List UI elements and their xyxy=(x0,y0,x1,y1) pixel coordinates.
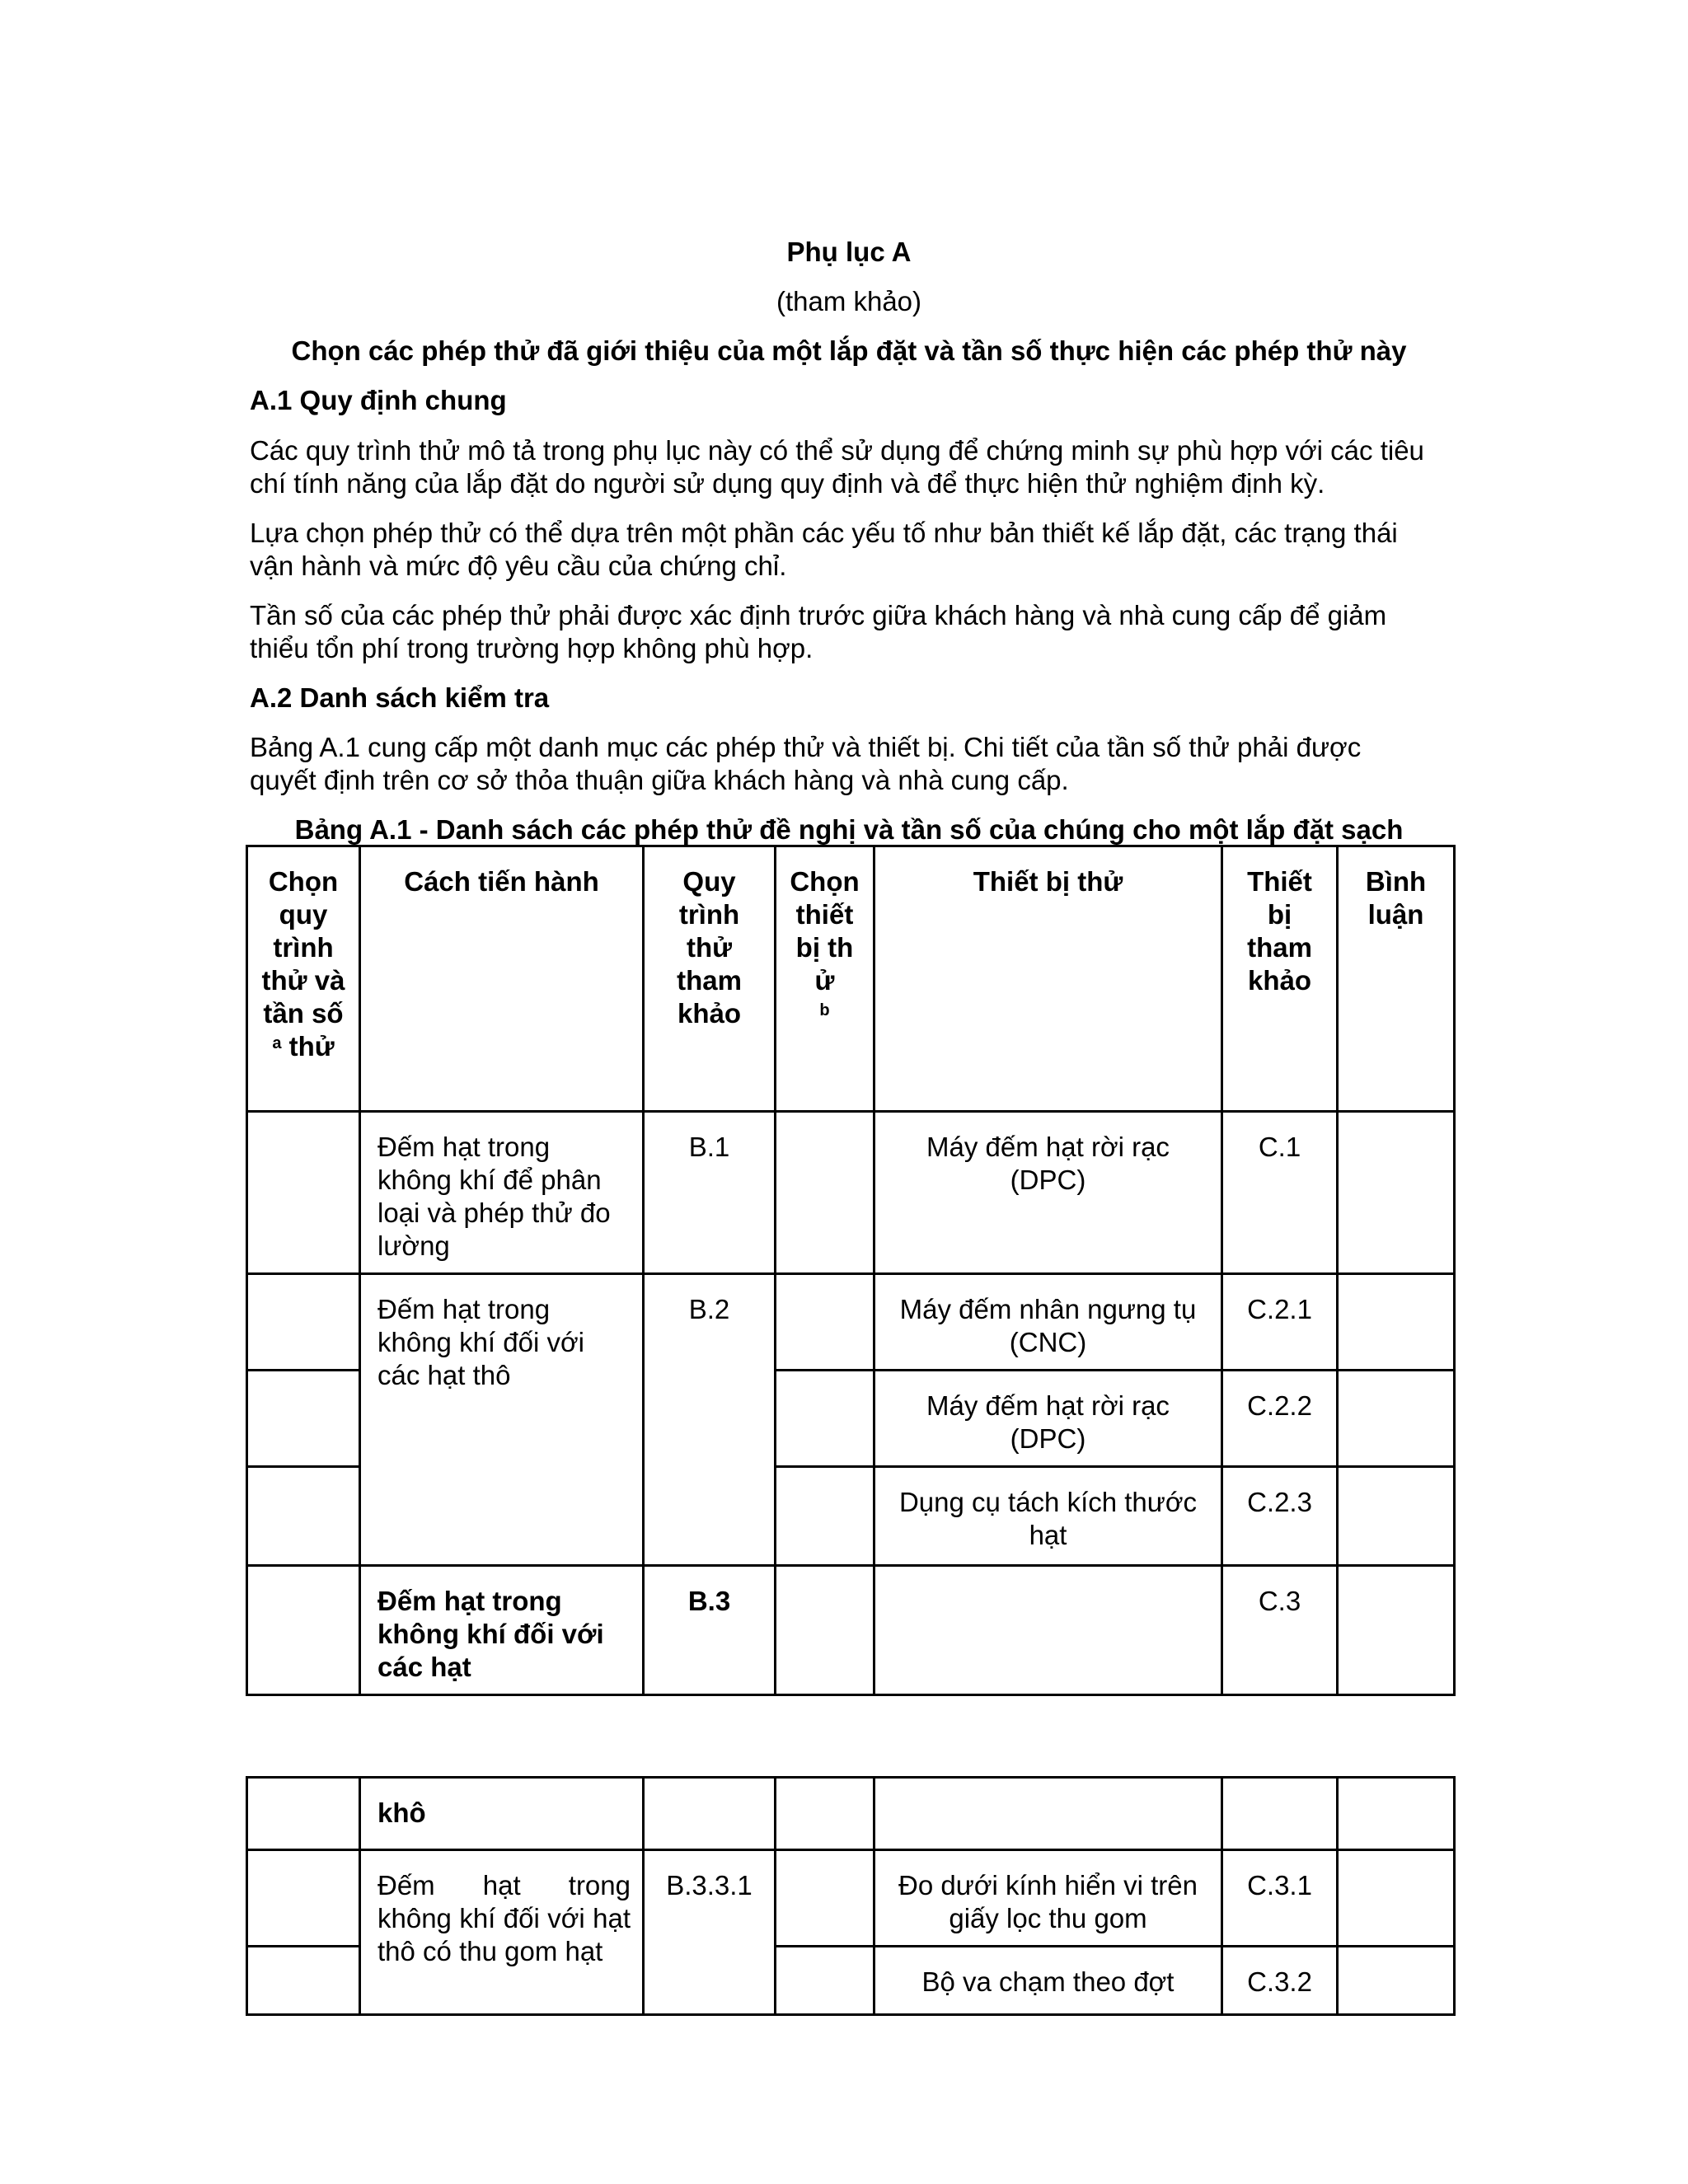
reference-cell: B.3.3.1 xyxy=(644,1850,776,2015)
device-cell xyxy=(874,1566,1222,1695)
comment-cell xyxy=(1338,1371,1455,1467)
select-device-cell xyxy=(776,1274,874,1371)
header-reference-procedure: Quy trình thử tham khảo xyxy=(644,846,776,1112)
table-row xyxy=(247,1566,1455,1695)
select-device-cell xyxy=(776,1850,874,1947)
device-reference-cell: C.2.1 xyxy=(1222,1274,1338,1371)
device-reference-cell: C.3.2 xyxy=(1222,1947,1338,2015)
select-device-cell xyxy=(776,1112,874,1274)
device-cell: Máy đếm hạt rời rạc (DPC) xyxy=(874,1112,1222,1274)
header-select-procedure: Chọn quy trình thử và tần số $^a$ thử xyxy=(247,846,360,1112)
select-device-cell xyxy=(776,1566,874,1695)
device-reference-cell: C.3.1 xyxy=(1222,1850,1338,1947)
section-a1-paragraph-1: Các quy trình thử mô tả trong phụ lục này có thể sử dụng để chứng minh sự phù hợp với các tiêu chí tính năng của lắp đặt do người sử dụng quy định và để thực hiện thử nghiệm định kỳ. xyxy=(250,435,1424,499)
tests-table xyxy=(246,845,1456,1696)
method-cell: khô xyxy=(360,1778,644,1850)
comment-cell xyxy=(1338,1112,1455,1274)
table-row xyxy=(247,1778,1455,1850)
section-a1-heading: A.1 Quy định chung xyxy=(250,385,507,415)
header-comment: Bình luận xyxy=(1338,846,1455,1112)
section-a2-paragraph: Bảng A.1 cung cấp một danh mục các phép thử và thiết bị. Chi tiết của tần số thử phải được quyết định trên cơ sở thỏa thuận giữa khách hàng và nhà cung cấp. xyxy=(250,732,1362,795)
comment-cell xyxy=(1338,1947,1455,2015)
tests-table-continued xyxy=(246,1776,1456,2016)
device-reference-cell: C.2.2 xyxy=(1222,1371,1338,1467)
section-a1-paragraph-2: Lựa chọn phép thử có thể dựa trên một phần các yếu tố như bản thiết kế lắp đặt, các trạng thái vận hành và mức độ yêu cầu của chứng chỉ. xyxy=(250,518,1398,581)
device-reference-cell: C.3 xyxy=(1222,1566,1338,1695)
method-cell: Đếm hạt trong không khí đối với hạt thô có thu gom hạt xyxy=(360,1850,644,2015)
appendix-title: Phụ lục A xyxy=(786,237,912,267)
select-cell xyxy=(247,1850,360,1947)
device-cell: Đo dưới kính hiển vi trên giấy lọc thu gom xyxy=(874,1850,1222,1947)
table-caption: Bảng A.1 - Danh sách các phép thử đề nghị và tần số của chúng cho một lắp đặt sạch xyxy=(294,814,1404,845)
device-cell xyxy=(874,1778,1222,1850)
header-select-device: Chọn thiết bị thử $^b$ xyxy=(776,846,874,1112)
select-device-cell xyxy=(776,1371,874,1467)
select-cell xyxy=(247,1274,360,1371)
device-cell: Dụng cụ tách kích thước hạt xyxy=(874,1467,1222,1566)
section-a1-paragraph-3: Tần số của các phép thử phải được xác định trước giữa khách hàng và nhà cung cấp để giảm thiểu tổn phí trong trường hợp không phù hợp. xyxy=(250,600,1387,663)
header-device: Thiết bị thử xyxy=(874,846,1222,1112)
device-reference-cell: C.1 xyxy=(1222,1112,1338,1274)
appendix-note: (tham khảo) xyxy=(776,286,922,316)
section-a2-heading: A.2 Danh sách kiểm tra xyxy=(250,682,550,713)
reference-cell: B.2 xyxy=(644,1274,776,1566)
method-cell: Đếm hạt trong không khí đối với các hạt thô xyxy=(360,1274,644,1566)
comment-cell xyxy=(1338,1850,1455,1947)
device-cell: Máy đếm hạt rời rạc (DPC) xyxy=(874,1371,1222,1467)
method-cell: Đếm hạt trong không khí để phân loại và phép thử đo lường xyxy=(360,1112,644,1274)
select-cell xyxy=(247,1778,360,1850)
comment-cell xyxy=(1338,1778,1455,1850)
device-reference-cell xyxy=(1222,1778,1338,1850)
reference-cell: B.3 xyxy=(644,1566,776,1695)
comment-cell xyxy=(1338,1274,1455,1371)
header-method: Cách tiến hành xyxy=(360,846,644,1112)
reference-cell: B.1 xyxy=(644,1112,776,1274)
table-row xyxy=(247,1274,1455,1371)
method-cell: Đếm hạt trong không khí đối với các hạt xyxy=(360,1566,644,1695)
select-device-cell xyxy=(776,1947,874,2015)
header-device-reference: Thiết bị tham khảo xyxy=(1222,846,1338,1112)
comment-cell xyxy=(1338,1467,1455,1566)
select-cell xyxy=(247,1947,360,2015)
table-row xyxy=(247,1112,1455,1274)
select-cell xyxy=(247,1371,360,1467)
device-reference-cell: C.2.3 xyxy=(1222,1467,1338,1566)
device-cell: Máy đếm nhân ngưng tụ (CNC) xyxy=(874,1274,1222,1371)
comment-cell xyxy=(1338,1566,1455,1695)
reference-cell xyxy=(644,1778,776,1850)
table-row xyxy=(247,1850,1455,1947)
appendix-subtitle: Chọn các phép thử đã giới thiệu của một lắp đặt và tần số thực hiện các phép thử này xyxy=(291,335,1407,366)
select-device-cell xyxy=(776,1467,874,1566)
select-cell xyxy=(247,1467,360,1566)
select-cell xyxy=(247,1566,360,1695)
select-cell xyxy=(247,1112,360,1274)
device-cell: Bộ va chạm theo đợt xyxy=(874,1947,1222,2015)
select-device-cell xyxy=(776,1778,874,1850)
table-header-row xyxy=(247,846,1455,1112)
